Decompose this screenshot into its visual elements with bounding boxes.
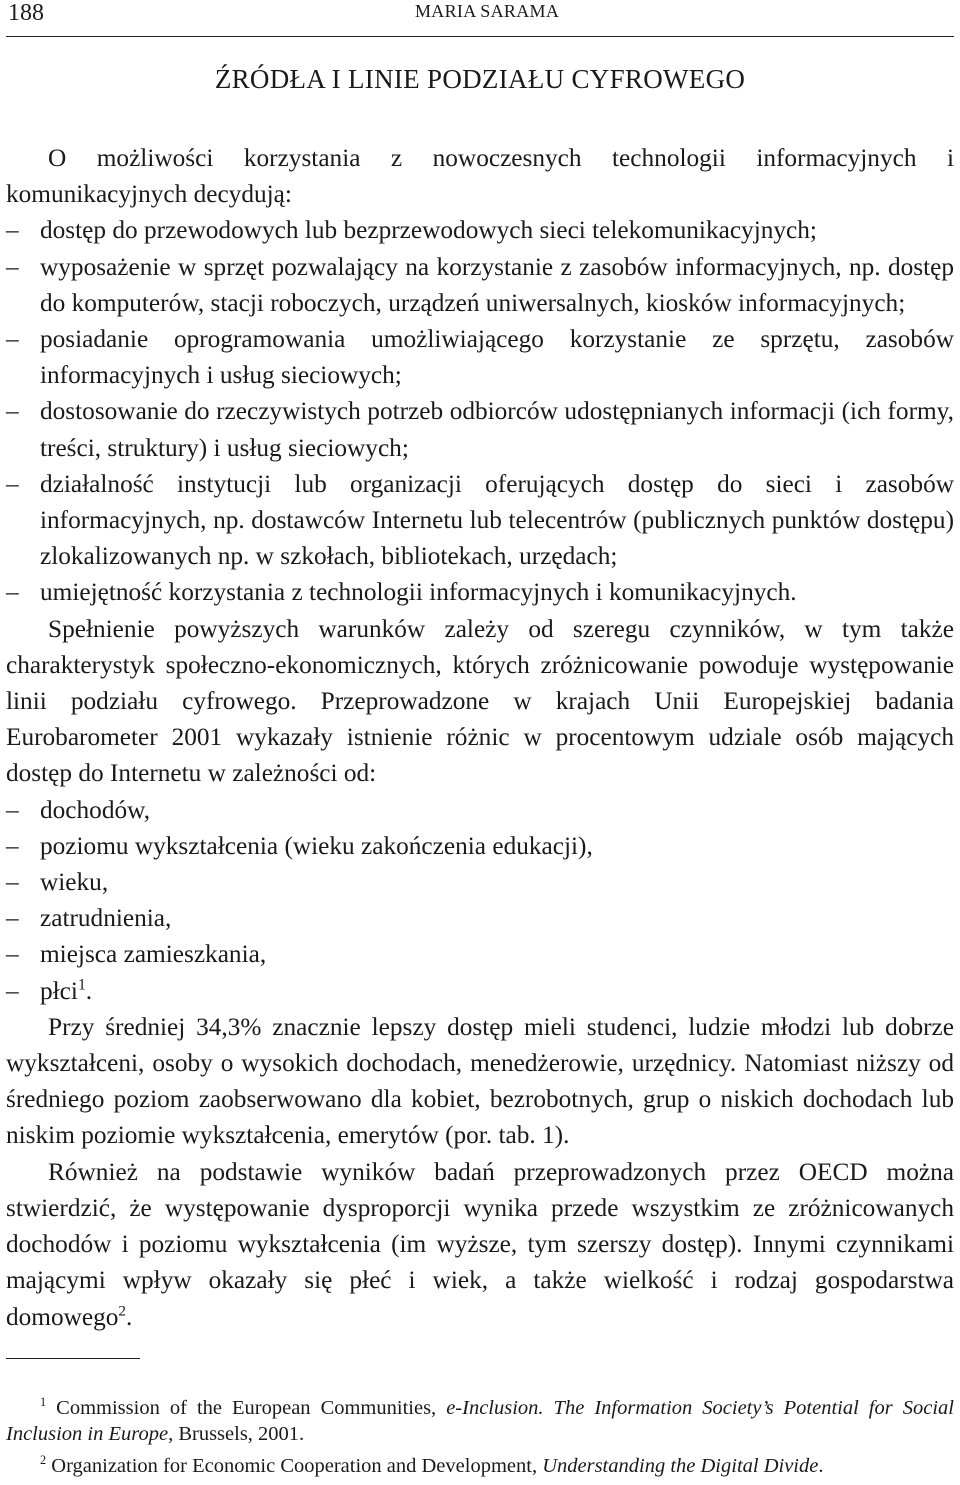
list-item: – dochodów, — [6, 792, 954, 828]
page-number: 188 — [8, 0, 44, 26]
footnote-divider — [6, 1358, 140, 1359]
list-item: – działalność instytucji lub organizacji oferujących dostęp do sieci i zasobów informacyjnych, np. dostawców Internetu lub telecentrów (publicznych punktów dostępu) zlokalizowanych np. w szkołach, bibliotekach, urzędach; — [6, 466, 954, 575]
section-title: ŹRÓDŁA I LINIE PODZIAŁU CYFROWEGO — [214, 64, 746, 94]
list-item: – posiadanie oprogramowania umożliwiającego korzystanie ze sprzętu, zasobów informacyjnych i usług sieciowych; — [6, 321, 954, 393]
footnote-mark: 1 — [40, 1395, 47, 1410]
list-item: – wyposażenie w sprzęt pozwalający na korzystanie z zasobów informacyjnych, np. dostęp do komputerów, stacji roboczych, urządzeń uniwersalnych, kiosków informacyjnych; — [6, 249, 954, 321]
footnote-title: Understanding the Digital Divide — [542, 1455, 819, 1477]
footnote-mark: 2 — [40, 1453, 47, 1468]
paragraph-sentence: Przy średniej 34,3% znacznie lepszy dostęp mieli studenci, ludzie młodzi lub dobrze wykształceni, osoby o wysokich dochodach, menedżerowie, urzędnicy. — [6, 1012, 954, 1078]
footnote-text: . — [818, 1455, 824, 1477]
footnotes — [6, 1395, 954, 1485]
list-item-punct: . — [85, 976, 93, 1005]
list-item: – wieku, — [6, 864, 954, 900]
paragraph — [6, 1009, 954, 1154]
body-text — [6, 140, 954, 1335]
footnote-text: , Brussels, 2001. — [168, 1423, 305, 1445]
page-header — [6, 0, 954, 37]
paragraph: Spełnienie powyższych warunków zależy od szeregu czynników, w tym także charakterystyk społeczno-ekonomicznych, których zróżnicowanie powoduje występowanie linii podziału cyfrowego. Przeprowadzone w krajach Unii Europejskiej badania Eurobarometer 2001 wykazały istnienie różnic w procentowym udziale osób mających dostęp do Internetu w zależności od: — [6, 614, 954, 788]
footnote-title: e-Inclusion. The Information Society’s Potential for Social Inclusion in Europe — [6, 1397, 954, 1445]
footnote — [6, 1453, 954, 1479]
list-item — [6, 973, 954, 1009]
list-item: – dostęp do przewodowych lub bezprzewodowych sieci telekomunikacyjnych; — [6, 212, 954, 248]
list-item: – dostosowanie do rzeczywistych potrzeb odbiorców udostępnianych informacji (ich formy, treści, struktury) i usług sieciowych; — [6, 393, 954, 465]
paragraph-punct: . — [126, 1302, 133, 1331]
footnote-text: Commission of the European Communities, — [56, 1397, 447, 1419]
footnote-ref: 1 — [77, 976, 86, 994]
footnote — [6, 1395, 954, 1447]
intro-paragraph: O możliwości korzystania z nowoczesnych technologii informacyjnych i komunikacyjnych decydują: — [6, 144, 954, 209]
paragraph-sentence: Natomiast niższy od średniego poziom zaobserwowano dla kobiet, bezrobotnych, grup o niskich dochodach lub niskim poziomie wykształcenia, emerytów (por. tab. 1). — [6, 1049, 954, 1150]
list-item: – umiejętność korzystania z technologii informacyjnych i komunikacyjnych. — [6, 574, 954, 610]
list-item-text: płci — [40, 976, 78, 1005]
paragraph-text: Również na podstawie wyników badań przeprowadzonych przez OECD można stwierdzić, że występowanie dysproporcji wynika przede wszystkim ze zróżnicowanych dochodów i poziomu wykształcenia (im wyższe, tym szerszy dostęp). Innymi czynnikami mającymi wpływ okazały się płeć i wiek, a także wielkość i rodzaj gospodarstwa domowego — [6, 1157, 954, 1331]
list-item: – miejsca zamieszkania, — [6, 936, 954, 972]
running-head: MARIA SARAMA — [415, 1, 560, 21]
footnote-text: Organization for Economic Cooperation and Development, — [51, 1455, 543, 1477]
paragraph — [6, 1154, 954, 1335]
conditions-list — [6, 212, 954, 610]
list-item: – zatrudnienia, — [6, 900, 954, 936]
factors-list — [6, 792, 954, 1009]
list-item: – poziomu wykształcenia (wieku zakończenia edukacji), — [6, 828, 954, 864]
footnote-ref: 2 — [118, 1302, 126, 1320]
